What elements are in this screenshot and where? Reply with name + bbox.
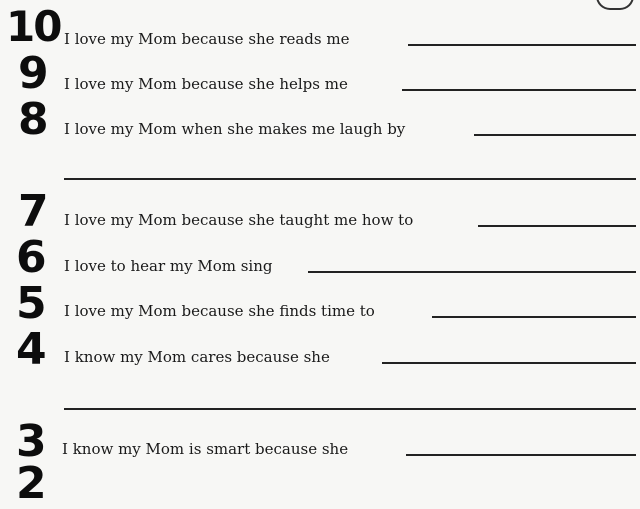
answer-line-9[interactable]	[402, 89, 636, 91]
item-number-3: 3	[16, 416, 45, 467]
item-number-10: 10	[6, 2, 61, 51]
answer-line-8-continued[interactable]	[64, 178, 636, 180]
item-number-7: 7	[18, 186, 47, 237]
answer-line-6[interactable]	[308, 271, 636, 273]
answer-line-4-continued[interactable]	[64, 408, 636, 410]
answer-line-3[interactable]	[406, 454, 636, 456]
prompt-text-4: I know my Mom cares because she	[64, 348, 330, 366]
answer-line-10[interactable]	[408, 44, 636, 46]
item-number-9: 9	[18, 48, 47, 99]
answer-line-4[interactable]	[382, 362, 636, 364]
item-number-5: 5	[16, 278, 45, 329]
prompt-text-3: I know my Mom is smart because she	[62, 440, 349, 458]
prompt-text-9: I love my Mom because she helps me	[64, 75, 348, 93]
item-number-6: 6	[16, 232, 45, 283]
item-number-2: 2	[16, 458, 45, 509]
item-number-8: 8	[18, 94, 47, 145]
answer-line-5[interactable]	[432, 316, 636, 318]
prompt-text-8: I love my Mom when she makes me laugh by	[64, 120, 406, 138]
corner-decoration-icon	[596, 0, 634, 10]
item-number-4: 4	[16, 324, 45, 375]
answer-line-8[interactable]	[474, 134, 636, 136]
prompt-text-5: I love my Mom because she finds time to	[64, 302, 375, 320]
prompt-text-10: I love my Mom because she reads me	[64, 30, 350, 48]
prompt-text-6: I love to hear my Mom sing	[64, 257, 273, 275]
answer-line-7[interactable]	[478, 225, 636, 227]
prompt-text-7: I love my Mom because she taught me how to	[64, 211, 414, 229]
